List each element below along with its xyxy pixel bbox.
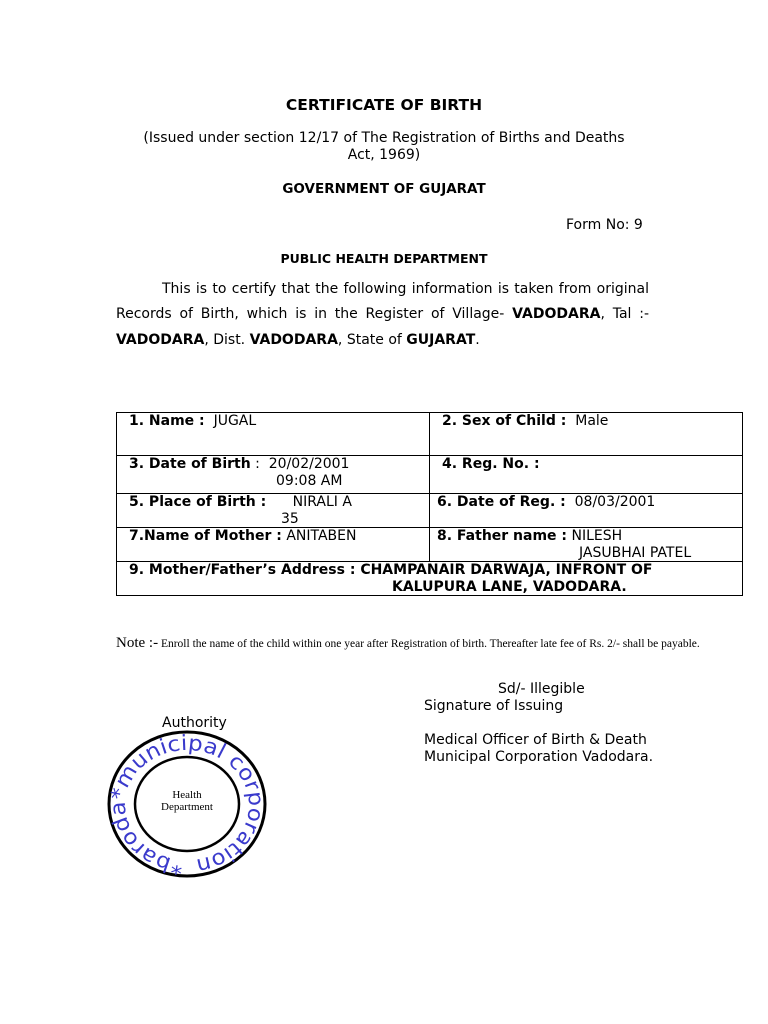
address-cell xyxy=(117,562,743,596)
sex-label: 2. Sex of Child : xyxy=(442,413,567,429)
father-cell xyxy=(430,528,743,562)
father-label: 8. Father name : xyxy=(437,528,568,544)
signature-authority: Authority xyxy=(162,715,227,731)
signature-line-3: Municipal Corporation Vadodara. xyxy=(424,749,654,765)
pob-value-line-1: NIRALI A xyxy=(292,494,352,510)
note-section xyxy=(116,636,728,652)
form-number: Form No: 9 xyxy=(566,217,643,233)
table-row xyxy=(117,562,743,596)
intro-text-2: , Tal :- xyxy=(600,306,650,323)
table-row xyxy=(117,456,743,494)
state-name: GUJARAT xyxy=(406,331,476,348)
municipal-seal xyxy=(104,728,270,880)
address-line-2: KALUPURA LANE, VADODARA. xyxy=(392,578,627,595)
table-row xyxy=(117,494,743,528)
dob-date: 20/02/2001 xyxy=(268,456,350,472)
table-row xyxy=(117,413,743,456)
sex-cell xyxy=(430,413,743,456)
signature-line-2: Medical Officer of Birth & Death xyxy=(424,732,647,748)
birth-details-table xyxy=(116,412,743,596)
government-heading: GOVERNMENT OF GUJARAT xyxy=(282,181,486,197)
dob-time: 09:08 AM xyxy=(276,472,343,489)
intro-text-4: , State of xyxy=(337,331,407,348)
seal-ring-textpath: *baroda*municipal corporation xyxy=(105,730,269,879)
taluka-name: VADODARA xyxy=(116,331,205,348)
date-of-reg-label: 6. Date of Reg. : xyxy=(437,494,566,510)
mother-label: 7.Name of Mother : xyxy=(129,528,282,544)
signature-line-1: Signature of Issuing xyxy=(424,698,564,714)
pob-cell xyxy=(117,494,430,528)
father-value-line-1: NILESH xyxy=(571,528,623,544)
seal-center-line-2: Department xyxy=(161,801,213,813)
district-name: VADODARA xyxy=(249,331,338,348)
dob-separator: : xyxy=(255,456,260,472)
issued-line-2: Act, 1969) xyxy=(347,147,421,163)
name-label: 1. Name : xyxy=(129,413,205,429)
sex-value: Male xyxy=(575,413,609,429)
mother-value: ANITABEN xyxy=(286,528,357,544)
signature-sd: Sd/- Illegible xyxy=(498,681,585,697)
mother-cell xyxy=(117,528,430,562)
dob-cell xyxy=(117,456,430,494)
dob-label: 3. Date of Birth xyxy=(129,456,251,472)
seal-center-line-1: Health xyxy=(172,789,202,801)
name-cell xyxy=(117,413,430,456)
table-row xyxy=(117,528,743,562)
pob-value-line-2: 35 xyxy=(281,510,299,527)
date-of-reg-value: 08/03/2001 xyxy=(574,494,656,510)
note-text: Enroll the name of the child within one year after Registration of birth. Thereafter late fee of Rs. 2/- shall be payable. xyxy=(158,638,700,650)
father-value-line-2: JASUBHAI PATEL xyxy=(579,544,692,561)
intro-text-1: This is to certify that the following information is taken from original Records of Birth, which is in the Register of Village- xyxy=(116,281,649,323)
issued-line-1: (Issued under section 12/17 of The Registration of Births and Deaths xyxy=(143,130,625,146)
address-line-1: CHAMPANAIR DARWAJA, INFRONT OF xyxy=(360,562,653,578)
pob-label: 5. Place of Birth : xyxy=(129,494,267,510)
issued-under-text xyxy=(108,130,660,164)
reg-no-cell xyxy=(430,456,743,494)
intro-text-3: , Dist. xyxy=(204,331,250,348)
address-label: 9. Mother/Father’s Address : xyxy=(129,562,356,578)
certify-paragraph xyxy=(116,277,649,353)
village-name: VADODARA xyxy=(512,306,601,323)
intro-text-5: . xyxy=(475,331,480,348)
certificate-title: CERTIFICATE OF BIRTH xyxy=(285,96,483,114)
name-value: JUGAL xyxy=(213,413,257,429)
reg-no-label: 4. Reg. No. : xyxy=(442,456,540,472)
note-label: Note :- xyxy=(116,635,159,651)
date-of-reg-cell xyxy=(430,494,743,528)
department-heading: PUBLIC HEALTH DEPARTMENT xyxy=(280,251,488,266)
